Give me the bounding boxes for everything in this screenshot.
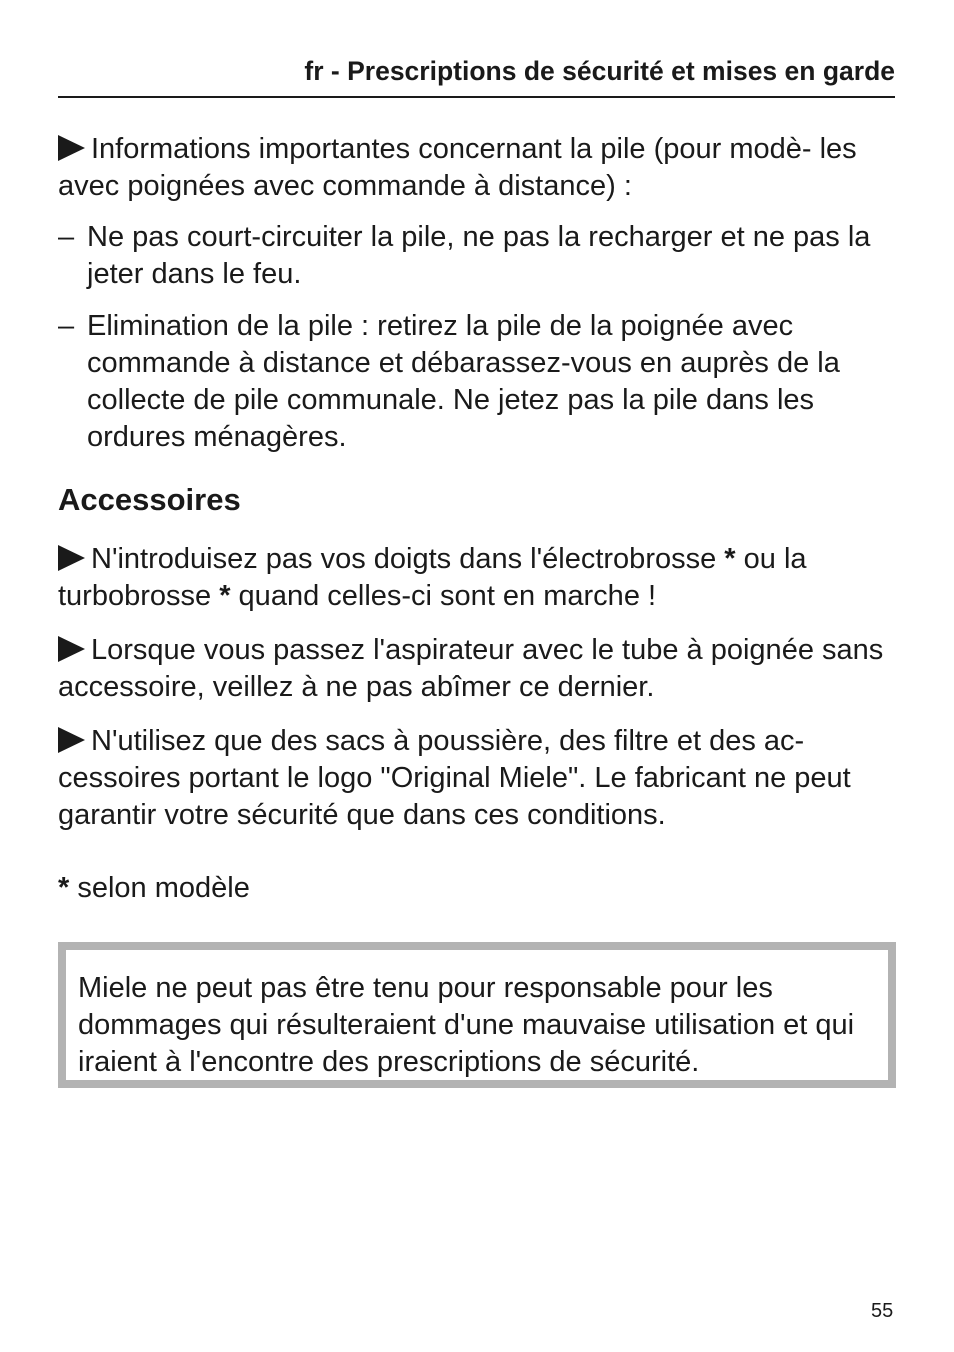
warning-triangle-icon: [58, 636, 85, 662]
text-part: N'utilisez que des sacs à poussière, des filtre et des ac- cessoires portant le logo "Original Miele". Le fabricant ne peut garantir votre sécurité que dans ces conditions.: [58, 725, 851, 831]
asterisk: *: [219, 580, 231, 612]
dash-bullet: –: [58, 221, 75, 253]
battery-intro: [58, 131, 898, 205]
warning-triangle-icon: [58, 545, 85, 571]
text-part: quand celles-ci sont en marche !: [230, 580, 657, 612]
text-part: ou la turbobrosse: [58, 543, 807, 612]
warning-triangle-icon: [58, 727, 85, 753]
accessories-warning-3: [58, 723, 898, 834]
text-part: N'introduisez pas vos doigts dans l'électrobrosse: [91, 543, 725, 575]
notice-text: Miele ne peut pas être tenu pour responsable pour les dommages qui résulteraient d'une mauvaise utilisation et qui iraient à l'encontre des prescriptions de sécurité.: [66, 950, 888, 1080]
asterisk: *: [58, 872, 70, 904]
list-item: [58, 308, 898, 456]
battery-intro-text: Informations importantes concernant la pile (pour modè- les avec poignées avec commande à distance) :: [58, 133, 857, 202]
dash-bullet: –: [58, 310, 75, 342]
list-item: [58, 219, 898, 293]
text-part: Lorsque vous passez l'aspirateur avec le tube à poignée sans accessoire, veillez à ne pas abîmer ce dernier.: [58, 634, 884, 703]
page-header: [58, 52, 895, 98]
warning-triangle-icon: [58, 135, 85, 161]
list-item-text: Elimination de la pile : retirez la pile de la poignée avec commande à distance et débarassez-vous en auprès de la collecte de pile communale. Ne jetez pas la pile dans les ordures ménagères.: [87, 310, 840, 453]
footnote: [58, 870, 898, 907]
list-item-text: Ne pas court-circuiter la pile, ne pas la recharger et ne pas la jeter dans le feu.: [87, 221, 871, 290]
footnote-text: selon modèle: [69, 872, 250, 904]
accessories-warning-2: [58, 632, 898, 706]
section-heading: Accessoires: [58, 482, 241, 517]
asterisk: *: [724, 543, 736, 575]
notice-box: [58, 942, 896, 1088]
page-number: 55: [871, 1300, 894, 1322]
accessories-warning-1: [58, 541, 898, 615]
header-title: fr - Prescriptions de sécurité et mises en garde: [304, 56, 895, 86]
